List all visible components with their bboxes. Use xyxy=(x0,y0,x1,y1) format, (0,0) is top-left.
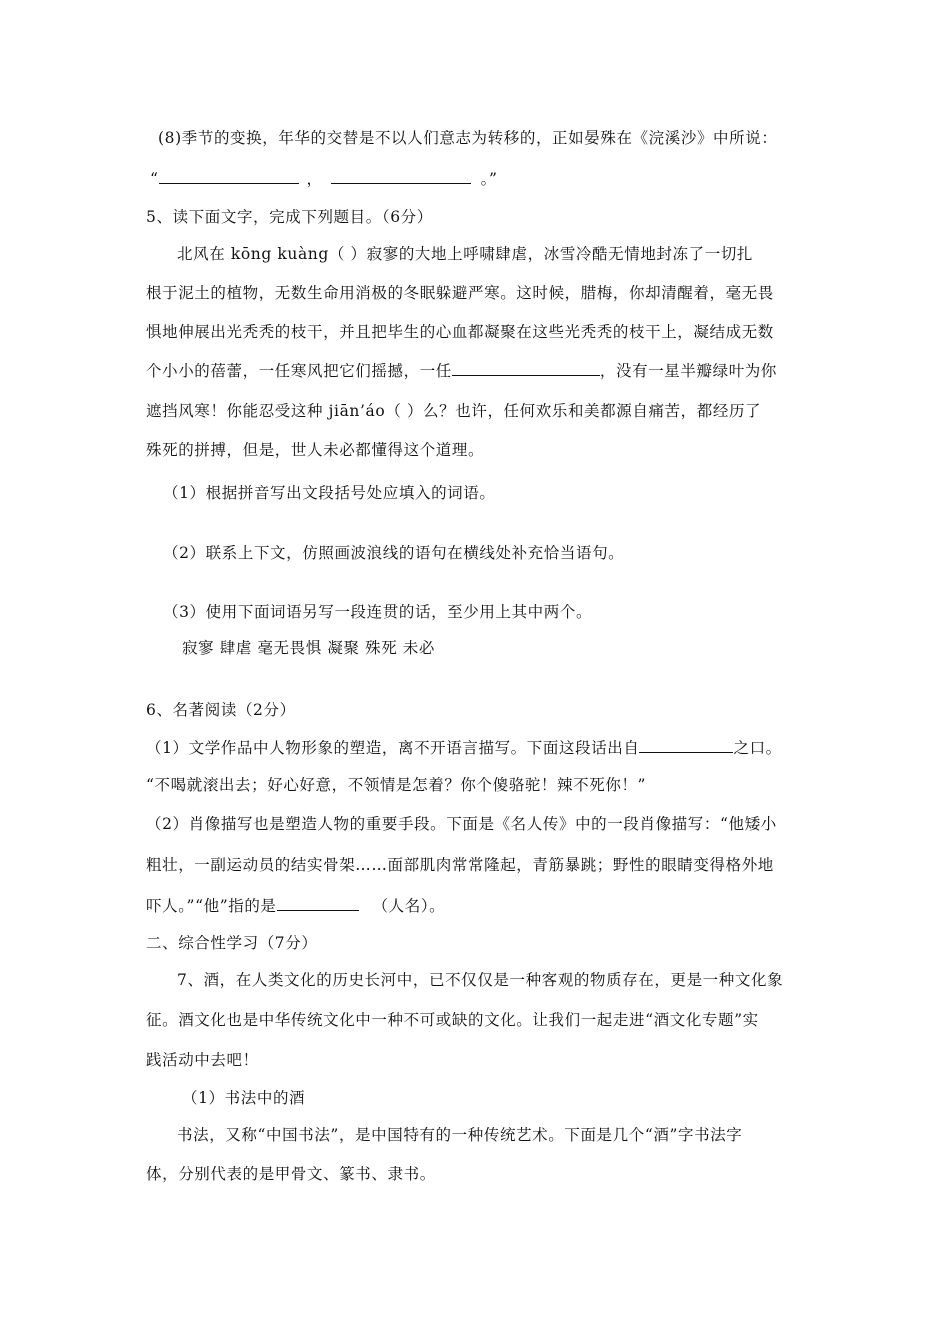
passage-text: ，没有一星半瓣绿叶为你 xyxy=(599,362,778,380)
answer-blank[interactable] xyxy=(452,360,600,376)
answer-blank[interactable] xyxy=(277,895,359,911)
q6-sub2-tail: （人名）。 xyxy=(372,897,446,915)
q5-word-list: 寂寥 肆虐 毫无畏惧 凝聚 殊死 未必 xyxy=(182,639,436,657)
q5-passage-line-4 xyxy=(146,360,777,381)
answer-blank-2[interactable] xyxy=(331,168,471,184)
q5-sub3: （3）使用下面词语另写一段连贯的话，至少用上其中两个。 xyxy=(163,603,593,621)
q5-heading: 5、读下面文字，完成下列题目。（6分） xyxy=(146,208,433,226)
q6-sub2-line-1: （2）肖像描写也是塑造人物的重要手段。下面是《名人传》中的一段肖像描写：“他矮小 xyxy=(146,815,777,833)
q6-sub2-text: 吓人。”“他”指的是 xyxy=(146,897,277,915)
q7-sub1: （1）书法中的酒 xyxy=(182,1089,306,1107)
q7-line-3: 践活动中去吧！ xyxy=(146,1051,259,1069)
q5-passage-line-2: 根于泥土的植物，无数生命用消极的冬眠躲避严寒。这时候，腊梅，你却清醒着，毫无畏 xyxy=(146,284,774,302)
q5-sub2: （2）联系上下文，仿照画波浪线的语句在横线处补充恰当语句。 xyxy=(163,544,625,562)
q7-para-line-2: 体，分别代表的是甲骨文、篆书、隶书。 xyxy=(146,1165,436,1183)
q5-sub1: （1）根据拼音写出文段括号处应填入的词语。 xyxy=(163,484,496,502)
q6-sub2-line-3 xyxy=(146,895,445,916)
q5-passage-line-3: 惧地伸展出光秃秃的枝干，并且把毕生的心血都凝聚在这些光秃秃的枝干上，凝结成无数 xyxy=(146,323,774,341)
q4-8-text: (8)季节的变换，年华的交替是不以人们意志为转移的，正如晏殊在《浣溪沙》中所说： xyxy=(158,129,778,147)
q6-quote: “不喝就滚出去；好心好意，不领情是怎着？你个傻骆驼！辣不死你！” xyxy=(146,776,647,794)
q6-sub2-line-2: 粗壮，一副运动员的结实骨架……面部肌肉常常隆起，青筋暴跳；野性的眼睛变得格外地 xyxy=(146,856,774,874)
part2-heading: 二、综合性学习（7分） xyxy=(146,934,318,952)
passage-text: 个小小的蓓蕾，一任寒风把它们摇撼，一任 xyxy=(146,362,452,380)
q5-passage-line-5: 遮挡风寒！你能忍受这种 jiān’áo（ ）么？也许，任何欢乐和美都源自痛苦，都经历了 xyxy=(146,402,762,420)
close-quote: 。” xyxy=(480,170,498,188)
q6-heading: 6、名著阅读（2分） xyxy=(146,701,296,719)
q4-8-answer-line xyxy=(150,168,498,189)
open-quote: “ xyxy=(150,170,159,188)
q6-sub1 xyxy=(146,737,782,758)
q5-passage-line-6: 殊死的拼搏，但是，世人未必都懂得这个道理。 xyxy=(146,441,485,459)
answer-blank[interactable] xyxy=(639,737,733,753)
q7-line-1: 7、酒，在人类文化的历史长河中，已不仅仅是一种客观的物质存在，更是一种文化象 xyxy=(177,971,784,989)
q6-sub1-tail: 之口。 xyxy=(733,739,782,757)
q7-line-2: 征。酒文化也是中华传统文化中一种不可或缺的文化。让我们一起走进“酒文化专题”实 xyxy=(146,1011,759,1029)
q7-para-line-1: 书法，又称“中国书法”，是中国特有的一种传统艺术。下面是几个“酒”字书法字 xyxy=(177,1126,743,1144)
q5-passage-line-1: 北风在 kōng kuàng（ ）寂寥的大地上呼啸肆虐，冰雪冷酷无情地封冻了一切扎 xyxy=(177,245,754,263)
answer-blank-1[interactable] xyxy=(159,168,299,184)
q6-sub1-text: （1）文学作品中人物形象的塑造，离不开语言描写。下面这段话出自 xyxy=(146,739,640,757)
comma: ， xyxy=(306,170,323,188)
